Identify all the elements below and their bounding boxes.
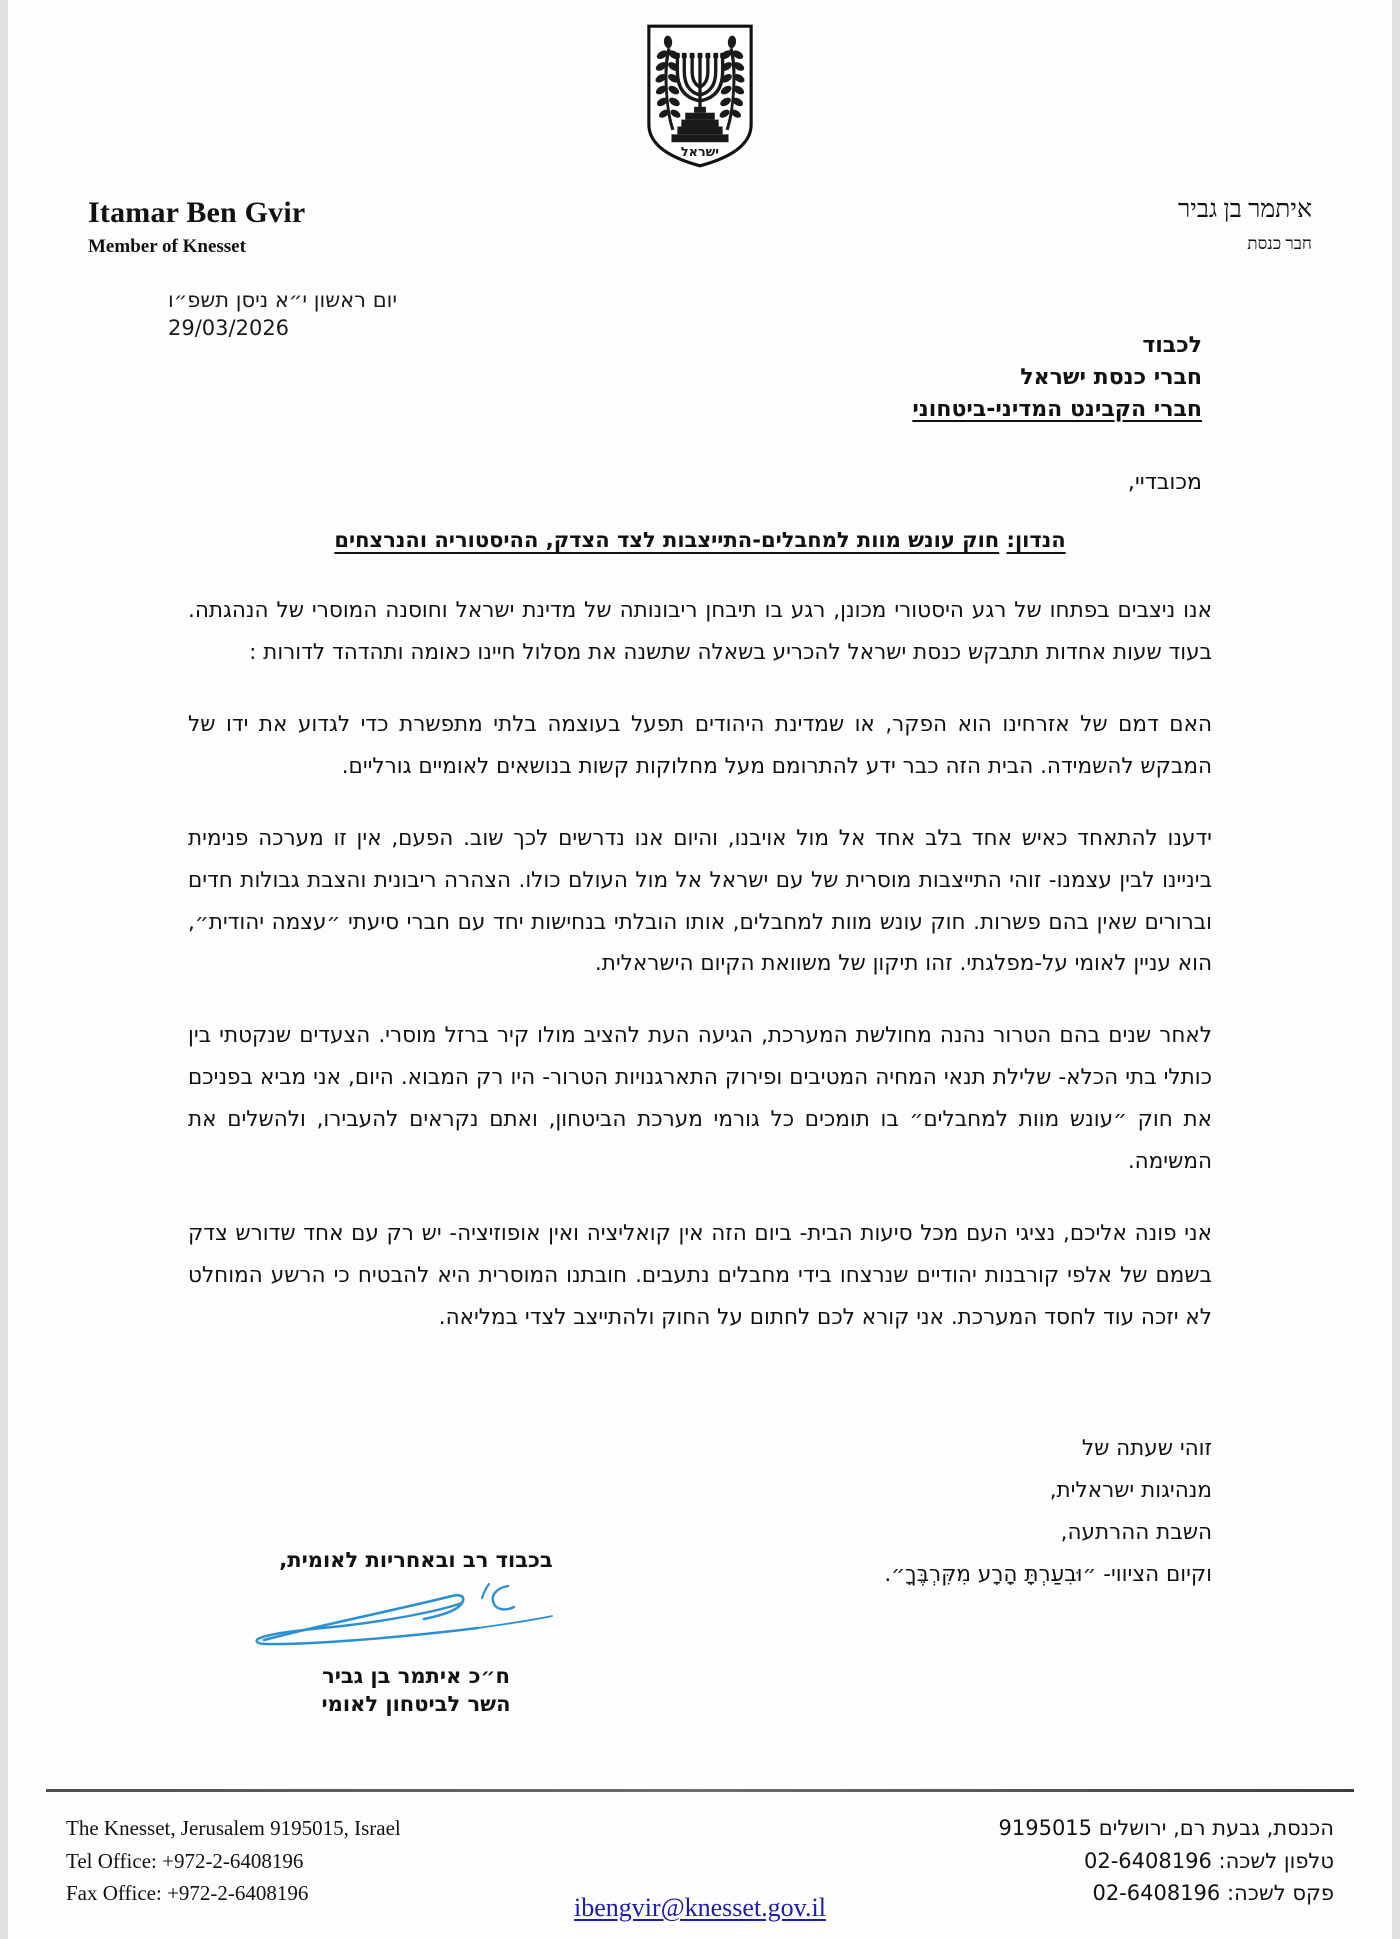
email-link[interactable]: ibengvir@knesset.gov.il [574,1893,826,1922]
letterhead-english [88,196,305,258]
closing-block [884,1428,1212,1596]
closing-line-1: זוהי שעתה של [1081,1436,1212,1461]
date-hebrew: יום ראשון י״א ניסן תשפ״ו [168,288,398,312]
date-gregorian: 29/03/2026 [168,316,290,341]
body-paragraph: אנו ניצבים בפתחו של רגע היסטורי מכונן, רגע בו תיבחן ריבונותה של מדינת ישראל וחוסנה המוסרי של הנהגתה. בעוד שעות אחדות תתבקש כנסת ישראל להכריע בשאלה שתשנה את מסלול חיינו כאומה ותהדהד לדורות : [188,598,1212,665]
footer-email-container [8,1893,1392,1923]
handwritten-signature-icon [246,1576,566,1660]
closing-line-2: מנהיגות ישראלית, [1049,1477,1212,1503]
subject-text: חוק עונש מוות למחבלים-התייצבות לצד הצדק, ההיסטוריה והנרצחים [334,528,1000,552]
footer-divider [46,1789,1354,1792]
body-paragraph: האם דמם של אזרחינו הוא הפקר, או שמדינת היהודים תפעל בעוצמה בלתי מתפשרת כדי לגדוע את ידו של המבקש להשמידה. הבית הזה כבר ידע להתרומם מעל מחלוקות קשות בנושאים לאומיים גורליים. [188,711,1212,779]
body-paragraph: לאחר שנים בהם הטרור נהנה מחולשת המערכת, הגיעה העת להציב מולו קיר ברזל מוסרי. הצעדים שנקטתי בין כותלי בתי הכלא- שלילת תנאי המחיה המטיבים ופירוק התארגנויות הטרור- היו רק המבוא. היום, אני מביא בפניכם את חוק ״עונש מוות למחבלים״ בו תומכים כל גורמי מערכת הביטחון, ואתם נקראים להעבירו, ולהשלים את המשימה. [188,1023,1212,1175]
letterhead [88,196,1312,258]
addressee-line-1: לכבוד [1142,333,1202,358]
addressee-block [912,330,1202,426]
footer-fax-en: Fax Office: +972-2-6408196 [66,1881,309,1906]
footer-tel-en: Tel Office: +972-2-6408196 [66,1848,304,1873]
emblem-container [8,22,1392,170]
footer-fax-he: פקס לשכה: 02-6408196 [1092,1881,1334,1906]
sender-role-he: חבר כנסת [1247,233,1312,253]
closing-line-3: השבת ההרתעה, [1060,1519,1212,1545]
addressee-line-3: חברי הקבינט המדיני-ביטחוני [912,396,1202,422]
signature-block [266,1548,566,1719]
salutation: מכובדיי, [1127,470,1202,495]
sender-name-en: Itamar Ben Gvir [88,196,306,229]
letterhead-hebrew [1178,196,1312,254]
signature-name: ח״כ איתמר בן גביר [322,1664,510,1688]
addressee-line-2: חברי כנסת ישראל [1020,364,1202,390]
state-emblem-icon [641,22,759,170]
subject-line [8,528,1392,552]
subject-label: הנדון: [1006,528,1066,552]
closing-verse: וקיום הציווי- ״וּבִעַרְתָּ הָרָע מִקִּרְבֶּךָ״. [884,1561,1212,1587]
letter-body [188,590,1212,1369]
footer-tel-he: טלפון לשכה: 02-6408196 [1083,1848,1334,1873]
sender-role-en: Member of Knesset [88,236,246,257]
footer-address-en: The Knesset, Jerusalem 9195015, Israel [66,1816,401,1840]
body-paragraph: ידענו להתאחד כאיש אחד בלב אחד אל מול אויבנו, והיום אנו נדרשים לכך שוב. הפעם, אין זו מערכה פנימית ביניינו לבין עצמנו- זוהי התייצבות מוסרית של עם ישראל אל מול העולם כולו. הצהרה ריבונית והצבת גבולות חדים וברורים שאין בהם פשרות. חוק עונש מוות למחבלים, אותו הובלתי בנחישות יחד עם חברי סיעתי ״עצמה יהודית״, הוא עניין לאומי על-מפלגתי. זהו תיקון של משוואת הקיום הישראלית. [188,825,1212,977]
signature-regards: בכבוד רב ובאחריות לאומית, [279,1548,553,1572]
footer-address-he: הכנסת, גבעת רם, ירושלים 9195015 [998,1816,1334,1840]
sender-name-he: איתמר בן גביר [1178,196,1312,223]
signature-title: השר לביטחון לאומי [321,1692,511,1717]
date-block [168,286,397,343]
letter-sheet [8,0,1392,1939]
svg-text:ישראל: ישראל [680,144,720,160]
body-paragraph: אני פונה אליכם, נציגי העם מכל סיעות הבית- ביום הזה אין קואליציה ואין אופוזיציה- יש רק עם אחד שדורש צדק בשמם של אלפי קורבנות יהודיים שנרצחו בידי מחבלים נתעבים. חובתנו המוסרית היא להבטיח כי הרשע המוחלט לא יזכה עוד לחסד המערכת. אני קורא לכם לחתום על החוק ולהתייצב לצדי במליאה. [188,1221,1212,1330]
